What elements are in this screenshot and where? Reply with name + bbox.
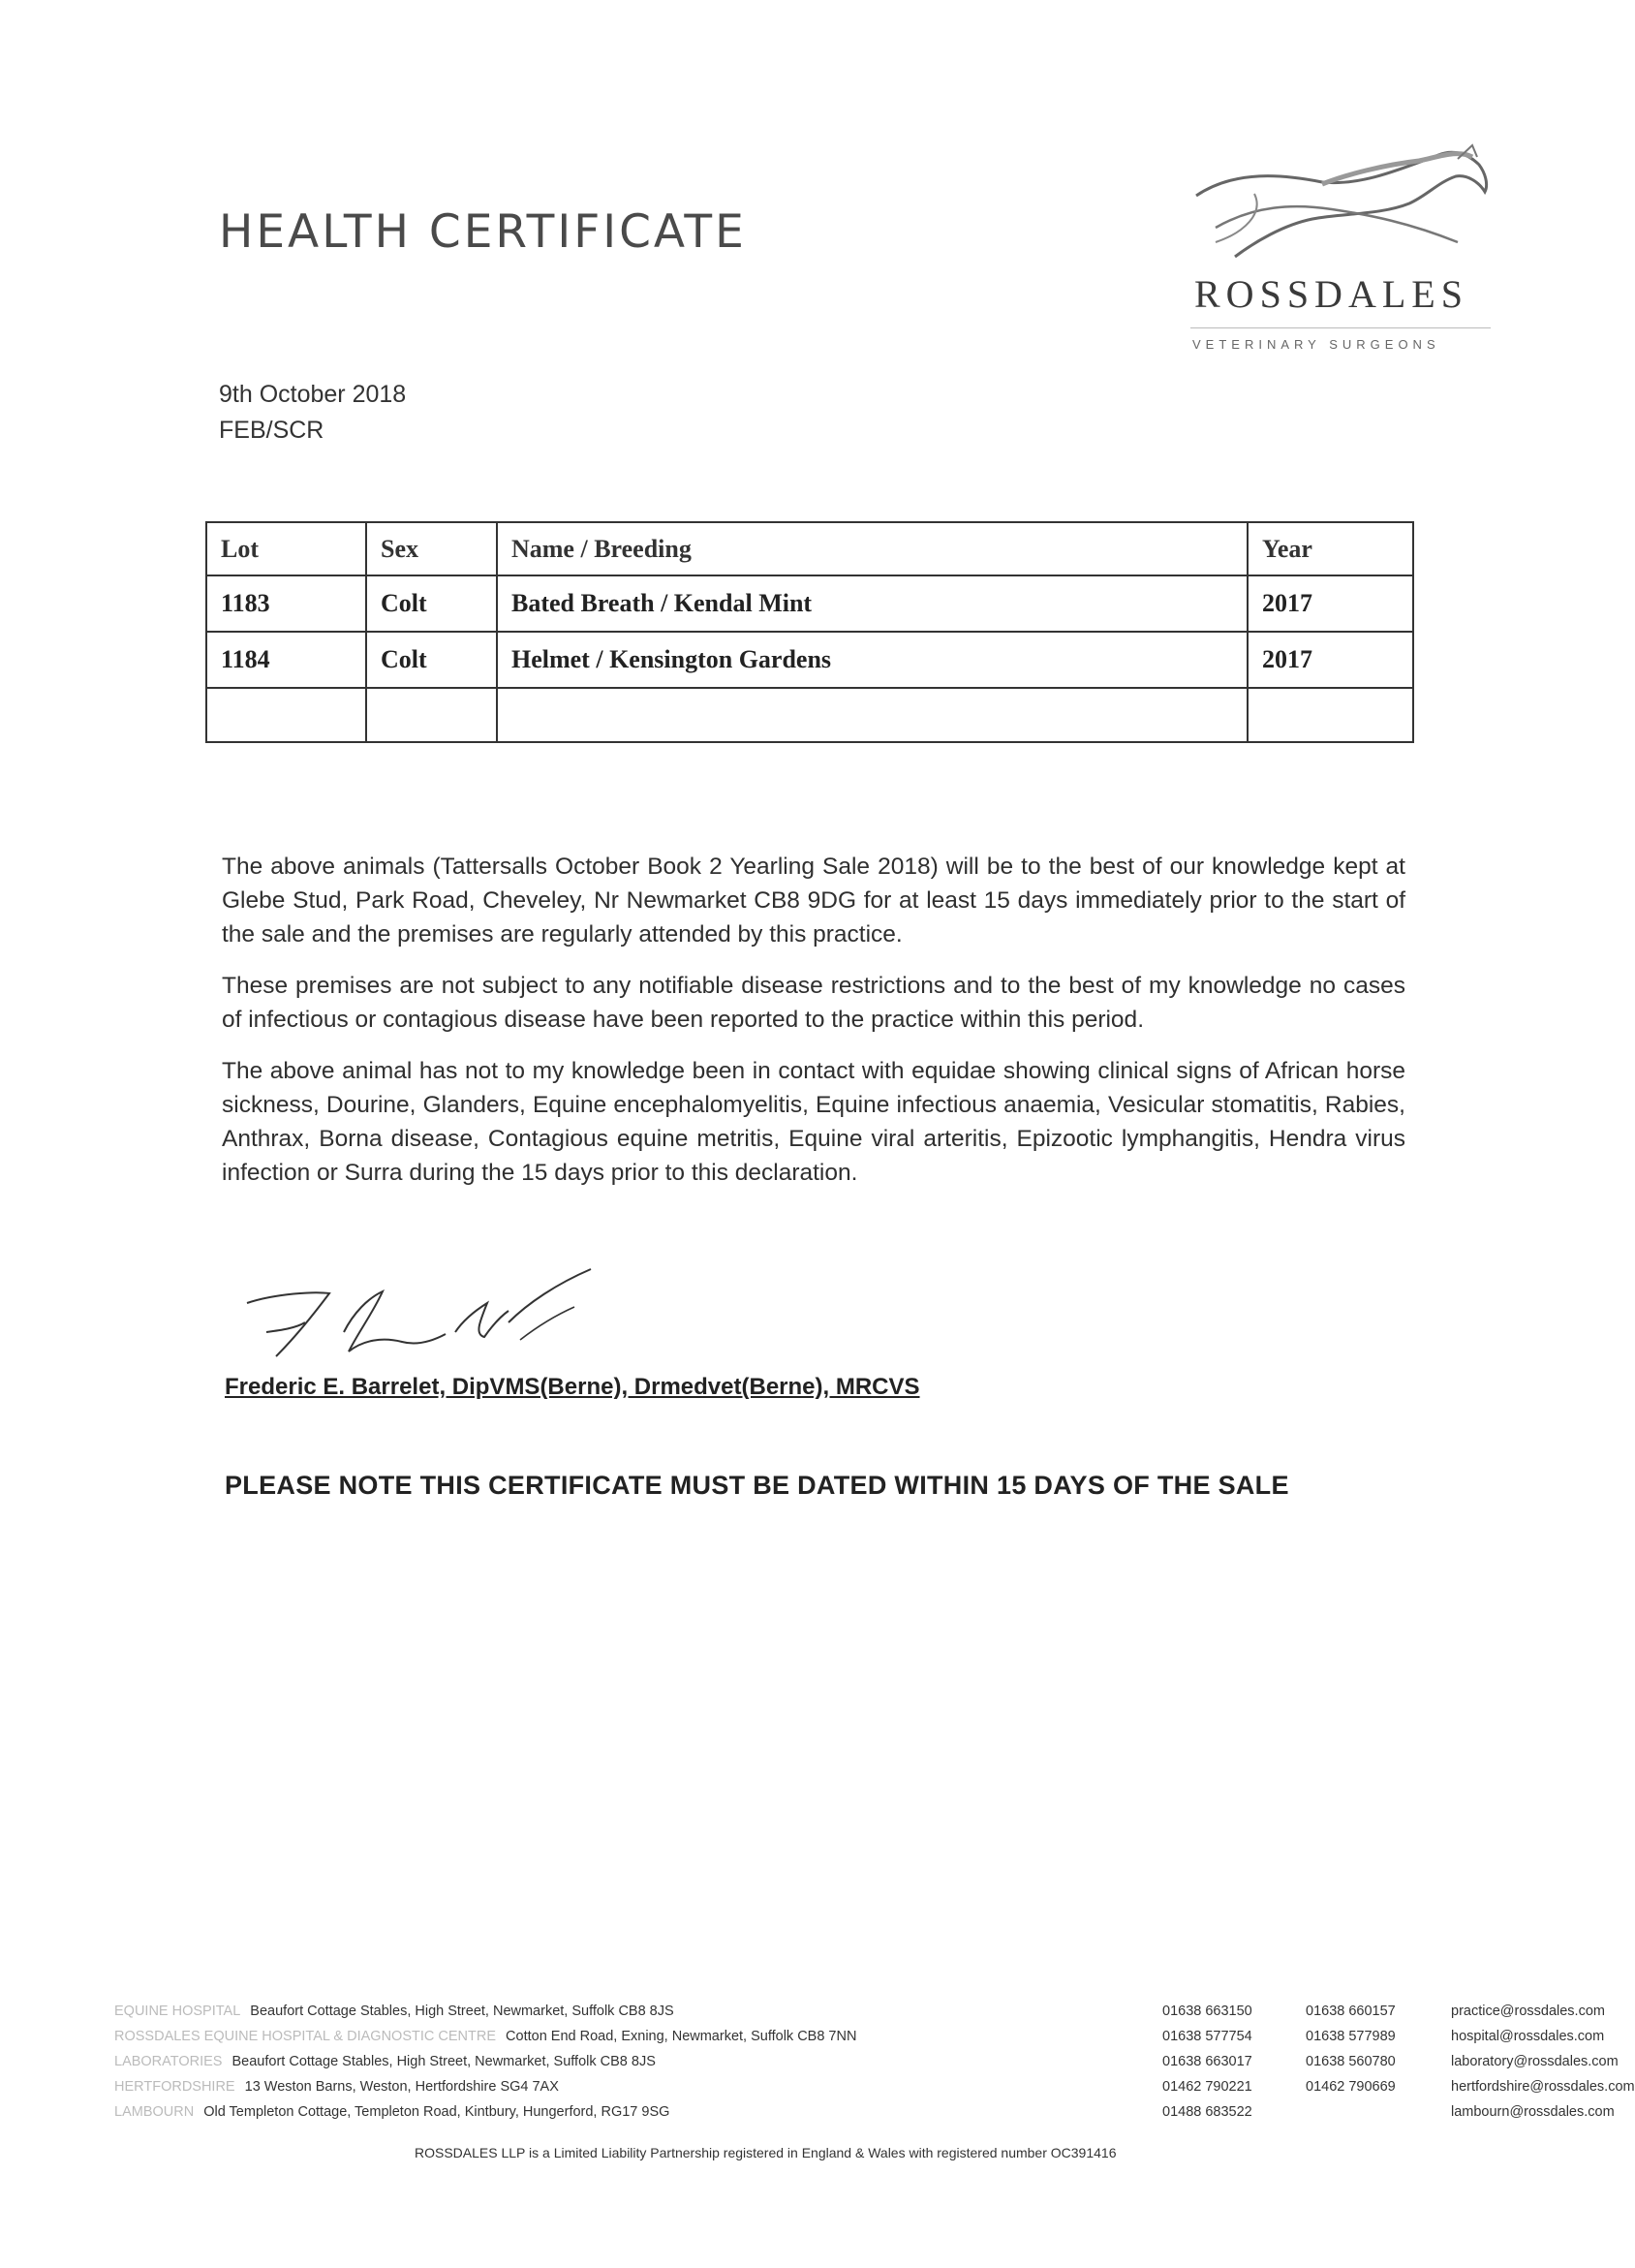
paragraph-disease-restrictions: These premises are not subject to any notifiable disease restrictions and to the best of my knowledge no cases of infectious or contagious disease have been reported to the practice within this period. — [222, 973, 1405, 1033]
footer-email: practice@rossdales.com — [1451, 2004, 1605, 2019]
footer-email: laboratory@rossdales.com — [1451, 2054, 1619, 2069]
footer-label: ROSSDALES EQUINE HOSPITAL & DIAGNOSTIC CENTRE — [114, 2029, 496, 2044]
certificate-reference: FEB/SCR — [219, 417, 324, 444]
dating-note: PLEASE NOTE THIS CERTIFICATE MUST BE DATED WITHIN 15 DAYS OF THE SALE — [225, 1471, 1289, 1500]
footer-tel: 01638 577754 — [1162, 2029, 1252, 2044]
footer-fax: 01462 790669 — [1306, 2079, 1396, 2095]
table-row — [206, 632, 1413, 688]
header-lot: Lot — [206, 522, 366, 575]
footer-fax: 01638 577989 — [1306, 2029, 1396, 2044]
lots-table — [205, 521, 1414, 743]
table-header-row — [206, 522, 1413, 575]
table-row-empty — [206, 688, 1413, 742]
header-name-breeding: Name / Breeding — [497, 522, 1248, 575]
cell-name-breeding: Bated Breath / Kendal Mint — [497, 575, 1248, 632]
cell-lot: 1184 — [206, 632, 366, 688]
footer-tel: 01638 663150 — [1162, 2004, 1252, 2019]
footer-tel: 01638 663017 — [1162, 2054, 1252, 2069]
paragraph-contact-declaration: The above animal has not to my knowledge been in contact with equidae showing clinical signs of African horse sickness, Dourine, Glanders, Equine encephalomyelitis, Equine infectious anaemia, Vesicular stomatitis, Rabies, Anthrax, Borna disease, Contagious equine metritis, Equine viral arteritis, Epizootic lymphangitis, Hendra virus infection or Surra during the 15 days prior to this declaration. — [222, 1058, 1405, 1186]
cell-sex: Colt — [366, 575, 497, 632]
cell-empty — [497, 688, 1248, 742]
footer-tel: 01488 683522 — [1162, 2104, 1252, 2120]
cell-empty — [206, 688, 366, 742]
cell-empty — [1248, 688, 1413, 742]
footer-label: LAMBOURN — [114, 2104, 195, 2120]
cell-lot: 1183 — [206, 575, 366, 632]
footer-row — [114, 2079, 1635, 2098]
footer-fax: 01638 660157 — [1306, 2004, 1396, 2019]
footer-address: Cotton End Road, Exning, Newmarket, Suffolk CB8 7NN — [506, 2029, 857, 2044]
footer-address: 13 Weston Barns, Weston, Hertfordshire SG4 7AX — [244, 2079, 559, 2095]
footer-label: EQUINE HOSPITAL — [114, 2004, 241, 2019]
certificate-date: 9th October 2018 — [219, 381, 407, 408]
footer-label: HERTFORDSHIRE — [114, 2079, 235, 2095]
cell-year: 2017 — [1248, 575, 1413, 632]
footer-email: hospital@rossdales.com — [1451, 2029, 1605, 2044]
cell-empty — [366, 688, 497, 742]
header-sex: Sex — [366, 522, 497, 575]
document-title: HEALTH CERTIFICATE — [219, 205, 747, 259]
footer-email: lambourn@rossdales.com — [1451, 2104, 1615, 2120]
footer-address: Beaufort Cottage Stables, High Street, Newmarket, Suffolk CB8 8JS — [231, 2054, 656, 2069]
handwritten-signature — [237, 1264, 605, 1371]
cell-name-breeding: Helmet / Kensington Gardens — [497, 632, 1248, 688]
footer-address: Old Templeton Cottage, Templeton Road, Kintbury, Hungerford, RG17 9SG — [203, 2104, 670, 2120]
horse-logo-icon — [1177, 136, 1496, 271]
footer-row — [114, 2004, 1605, 2023]
footer-tel: 01462 790221 — [1162, 2079, 1252, 2095]
rossdales-logo — [1177, 136, 1496, 368]
logo-subtitle: VETERINARY SURGEONS — [1192, 337, 1440, 352]
footer-label: LABORATORIES — [114, 2054, 223, 2069]
paragraph-sale-premises: The above animals (Tattersalls October Book 2 Yearling Sale 2018) will be to the best of our knowledge kept at Glebe Stud, Park Road, Cheveley, Nr Newmarket CB8 9DG for at least 15 days immediately prior to the start of the sale and the premises are regularly attended by this practice. — [222, 854, 1405, 948]
footer-fax: 01638 560780 — [1306, 2054, 1396, 2069]
header-year: Year — [1248, 522, 1413, 575]
footer-addresses — [0, 2004, 1635, 2139]
signatory-name: Frederic E. Barrelet, DipVMS(Berne), Drmedvet(Berne), MRCVS — [225, 1374, 920, 1400]
footer-row — [114, 2054, 1619, 2073]
footer-row — [114, 2029, 1605, 2048]
footer-email: hertfordshire@rossdales.com — [1451, 2079, 1635, 2095]
footer-row — [114, 2104, 1615, 2124]
table-row — [206, 575, 1413, 632]
footer-address: Beaufort Cottage Stables, High Street, Newmarket, Suffolk CB8 8JS — [250, 2004, 674, 2019]
cell-sex: Colt — [366, 632, 497, 688]
logo-divider — [1190, 327, 1491, 328]
registration-notice: ROSSDALES LLP is a Limited Liability Partnership registered in England & Wales with registered number OC391416 — [415, 2145, 1117, 2160]
cell-year: 2017 — [1248, 632, 1413, 688]
logo-wordmark: ROSSDALES — [1194, 272, 1468, 316]
